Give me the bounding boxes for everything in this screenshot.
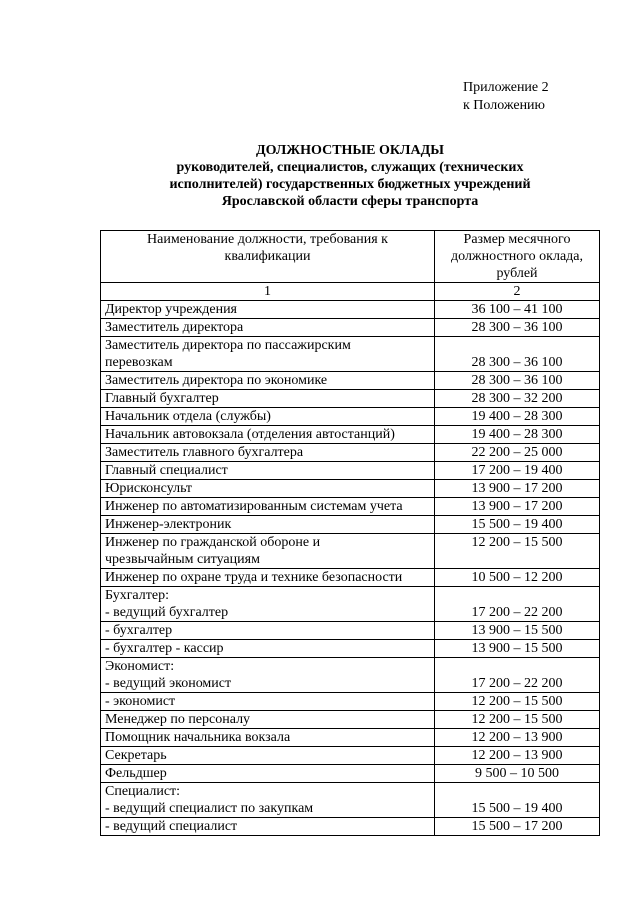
title-line-4: Ярославской области сферы транспорта [221,194,479,209]
table-row [101,462,600,480]
position-name: чрезвычайным ситуациям [105,552,260,567]
appendix-label [463,79,549,115]
table-row [101,301,600,319]
position-name: - бухгалтер [105,623,173,638]
table-row [101,516,600,534]
position-name: Начальник отдела (службы) [105,409,271,424]
position-cell [101,729,435,747]
position-name: Менеджер по персоналу [105,712,251,727]
position-cell [101,372,435,390]
salary-range: 19 400 – 28 300 [435,426,600,444]
table-row [101,337,600,372]
position-cell [101,622,435,640]
position-name: Начальник автовокзала (отделения автостанций) [105,427,395,442]
salary-range: 13 900 – 15 500 [435,622,600,640]
position-name: Директор учреждения [105,302,237,317]
salary-range: 13 900 – 15 500 [435,640,600,658]
position-cell [101,747,435,765]
salary-range: 17 200 – 19 400 [435,462,600,480]
table-row [101,587,600,622]
salary-range: 28 300 – 36 100 [435,319,600,337]
salary-range: 10 500 – 12 200 [435,569,600,587]
salary-range: 9 500 – 10 500 [435,765,600,783]
position-cell [101,498,435,516]
salary-range: 12 200 – 15 500 [435,711,600,729]
salary-range: 15 500 – 17 200 [435,818,600,836]
table-row [101,498,600,516]
salary-range: 12 200 – 15 500 [435,693,600,711]
position-cell [101,301,435,319]
position-name: Инженер по гражданской обороне и [105,535,321,550]
position-cell [101,693,435,711]
position-name: - экономист [105,694,176,709]
table-row [101,390,600,408]
table-row [101,569,600,587]
position-cell [101,337,435,372]
table-row [101,818,600,836]
position-name: Помощник начальника вокзала [105,730,291,745]
table-row [101,622,600,640]
position-name: Бухгалтер: [105,588,169,603]
position-name: - бухгалтер - кассир [105,641,224,656]
header-salary: Размер месячного должностного оклада, рублей [435,231,600,283]
position-cell [101,534,435,569]
position-cell [101,569,435,587]
position-name: Юрисконсульт [105,481,193,496]
table-row [101,408,600,426]
position-cell [101,658,435,693]
position-name: Заместитель директора по экономике [105,373,328,388]
salary-range: 17 200 – 22 200 [435,587,600,622]
salary-range: 13 900 – 17 200 [435,480,600,498]
position-name: Главный специалист [105,463,228,478]
salary-range: 13 900 – 17 200 [435,498,600,516]
table-row [101,765,600,783]
salary-range: 17 200 – 22 200 [435,658,600,693]
table-row [101,319,600,337]
position-name: Заместитель директора [105,320,244,335]
salary-range: 36 100 – 41 100 [435,301,600,319]
table-row [101,534,600,569]
document-title [100,142,600,210]
position-name: Главный бухгалтер [105,391,219,406]
position-cell [101,390,435,408]
salary-range: 15 500 – 19 400 [435,783,600,818]
table-row [101,444,600,462]
title-line-3: исполнителей) государственных бюджетных учреждений [169,177,531,192]
salary-range: 22 200 – 25 000 [435,444,600,462]
position-cell [101,480,435,498]
table-row [101,693,600,711]
position-cell [101,640,435,658]
table-row [101,640,600,658]
position-name: Инженер по охране труда и технике безопасности [105,570,403,585]
position-cell [101,818,435,836]
position-name: Инженер по автоматизированным системам учета [105,499,403,514]
position-name: Инженер-электроник [105,517,232,532]
appendix-line-2: к Положению [463,98,546,113]
salary-range: 28 300 – 32 200 [435,390,600,408]
position-cell [101,587,435,622]
salary-range: 12 200 – 15 500 [435,534,600,569]
header-row [101,231,600,283]
salary-range: 28 300 – 36 100 [435,337,600,372]
position-name: перевозкам [105,355,173,370]
position-name: - ведущий экономист [105,676,232,691]
table-row [101,480,600,498]
position-name: Специалист: [105,784,181,799]
position-name: - ведущий бухгалтер [105,605,229,620]
table-row [101,747,600,765]
table-row [101,426,600,444]
salary-range: 28 300 – 36 100 [435,372,600,390]
salary-table [100,230,600,836]
column-number-2: 2 [435,283,600,301]
table-row [101,372,600,390]
salary-range: 19 400 – 28 300 [435,408,600,426]
title-main: ДОЛЖНОСТНЫЕ ОКЛАДЫ [256,143,444,158]
position-name: Заместитель директора по пассажирским [105,338,351,353]
position-name: Заместитель главного бухгалтера [105,445,304,460]
table-row [101,711,600,729]
position-cell [101,516,435,534]
position-cell [101,711,435,729]
position-cell [101,783,435,818]
appendix-line-1: Приложение 2 [463,80,549,95]
position-cell [101,426,435,444]
position-name: Экономист: [105,659,175,674]
header-position: Наименование должности, требования к квалификации [101,231,435,283]
position-name: Секретарь [105,748,167,763]
salary-range: 12 200 – 13 900 [435,729,600,747]
title-line-2: руководителей, специалистов, служащих (технических [176,160,524,175]
position-cell [101,408,435,426]
table-row [101,783,600,818]
table-row [101,729,600,747]
salary-range: 12 200 – 13 900 [435,747,600,765]
position-name: - ведущий специалист [105,819,238,834]
position-cell [101,319,435,337]
column-number-1: 1 [101,283,435,301]
table-row [101,658,600,693]
salary-range: 15 500 – 19 400 [435,516,600,534]
column-number-row [101,283,600,301]
position-cell [101,462,435,480]
position-cell [101,765,435,783]
position-name: - ведущий специалист по закупкам [105,801,314,816]
position-cell [101,444,435,462]
position-name: Фельдшер [105,766,167,781]
